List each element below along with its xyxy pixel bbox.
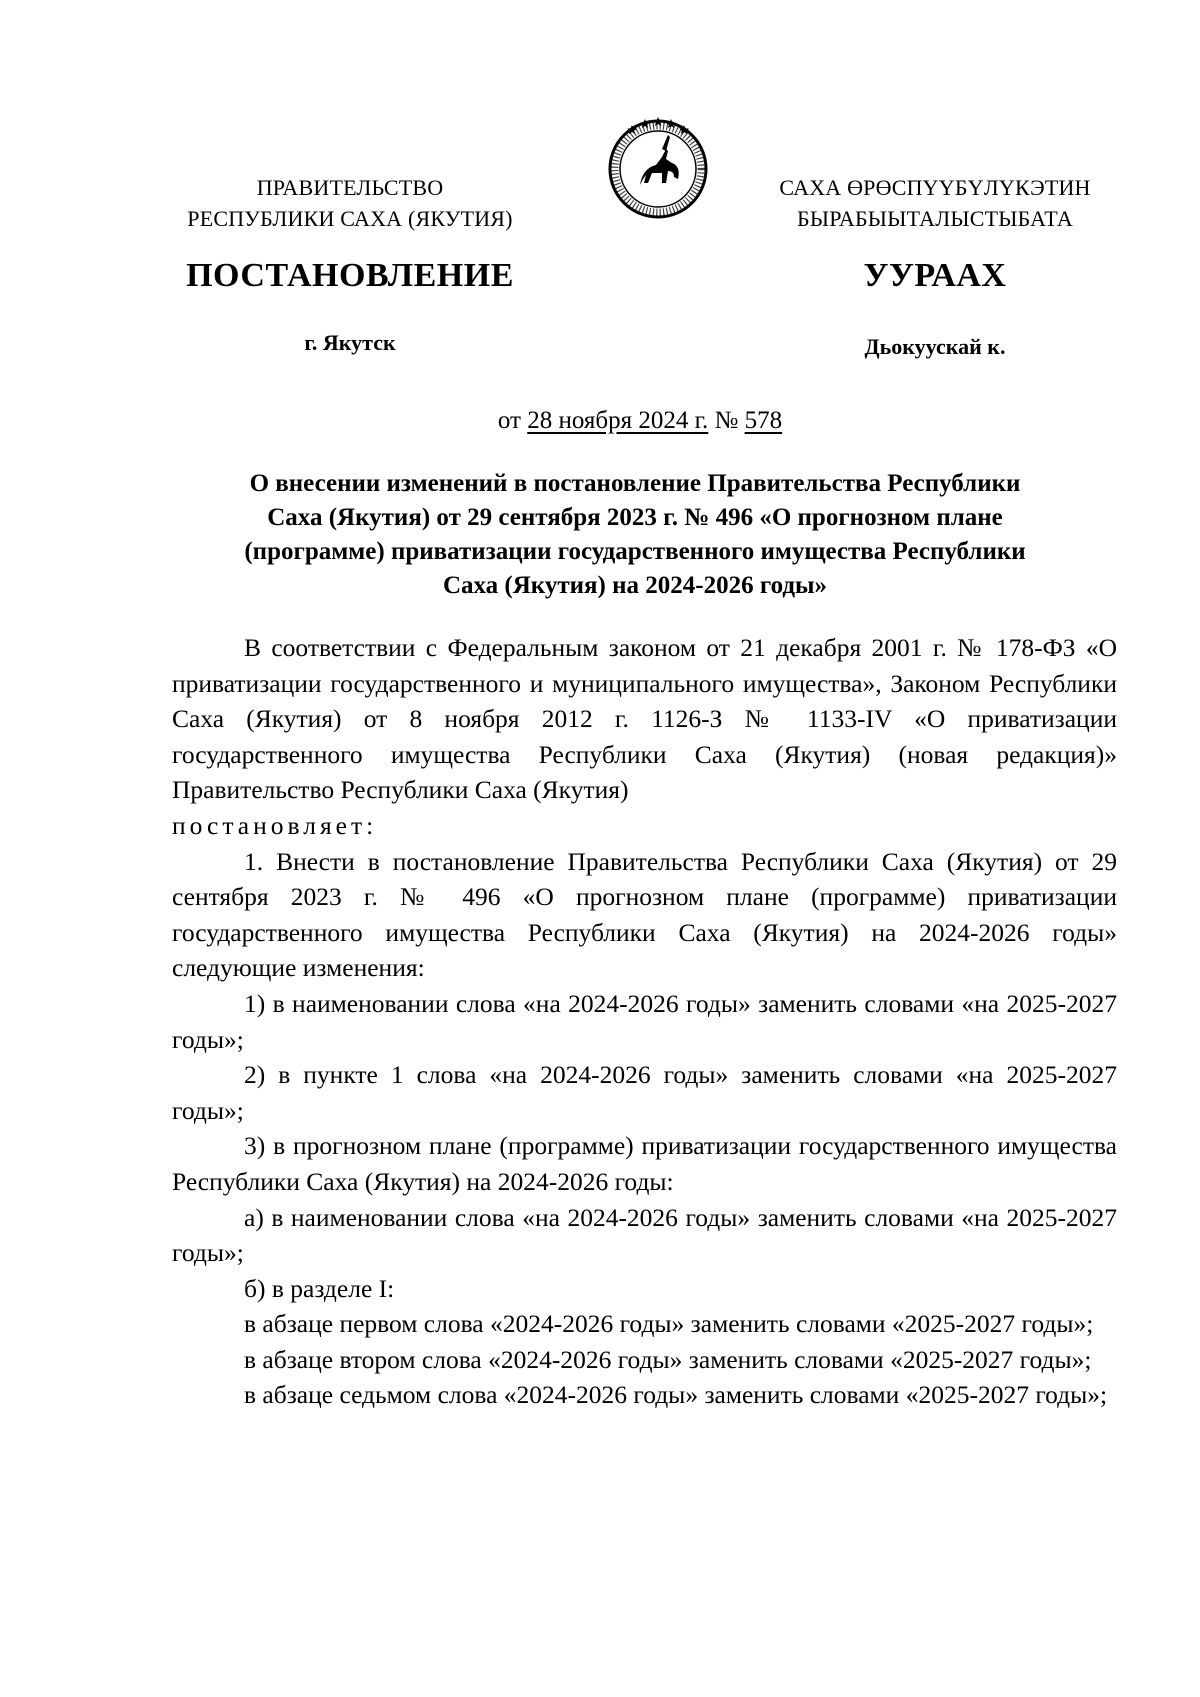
body-paragraph: 3) в прогнозном плане (программе) приватизации государственного имущества Республики Саха (Якутия) на 2024-2026 годы: (172, 1131, 1117, 1196)
body-paragraph: 2) в пункте 1 слова «на 2024-2026 годы» заменить словами «на 2025-2027 годы»; (172, 1060, 1117, 1125)
date-prefix: от (497, 407, 528, 434)
document-type-title-sah: УУРААХ (863, 257, 1007, 294)
body-paragraph: в абзаце первом слова «2024-2026 годы» заменить словами «2025-2027 годы»; (244, 1309, 1094, 1339)
heading-line: (программе) приватизации государственного имущества Республики (244, 538, 1026, 565)
document-heading (195, 467, 1075, 603)
body-paragraph: 1. Внести в постановление Правительства Республики Саха (Якутия) от 29 сентября 2023 г. № 496 «О прогнозном плане (программе) приватизации государственного имущества Республики Саха (Якутия) на 2024-2026 годы» следующие изменения: (172, 846, 1117, 983)
document-type-title-ru: ПОСТАНОВЛЕНИЕ (186, 257, 514, 294)
intro-paragraph (172, 630, 1117, 808)
decree-word: постановляет: (172, 810, 378, 840)
coat-of-arms-emblem-icon (602, 109, 714, 221)
document-number: 578 (744, 407, 783, 434)
body-paragraph: б) в разделе I: (244, 1273, 395, 1303)
heading-line: Саха (Якутия) от 29 сентября 2023 г. № 496 «О прогнозном плане (267, 504, 1003, 531)
body-paragraph: а) в наименовании слова «на 2024-2026 годы» заменить словами «на 2025-2027 годы»; (172, 1202, 1117, 1268)
document-date: 28 ноября 2024 г. (527, 407, 709, 434)
header-left-line1: ПРАВИТЕЛЬСТВО (256, 175, 444, 200)
header-right-line1: САХА ӨРӨСПҮҮБҮЛҮКЭТИН (779, 175, 1091, 200)
header-right-line2: БЫРАБЫЫТАЛЫСТЫБАТА (797, 206, 1073, 231)
header-left-line2: РЕСПУБЛИКИ САХА (ЯКУТИЯ) (187, 206, 513, 231)
header-left-org (150, 172, 550, 234)
city-ru: г. Якутск (304, 330, 396, 355)
body-paragraph: в абзаце втором слова «2024-2026 годы» заменить словами «2025-2027 годы»; (244, 1344, 1092, 1374)
intro-text: В соответствии с Федеральным законом от 21 декабря 2001 г. № 178-ФЗ «О приватизации государственного и муниципального имущества», Законом Республики Саха (Якутия) от 8 ноября 2012 г. 1126-З № 1133-IV «О приватизации государственного имущества Республики Саха (Якутия) (новая редакция)» Правительство Республики Саха (Якутия) (172, 633, 1117, 805)
document-body (172, 630, 1117, 1413)
heading-line: Саха (Якутия) на 2024-2026 годы» (442, 572, 828, 599)
body-paragraph: 1) в наименовании слова «на 2024-2026 годы» заменить словами «на 2025-2027 годы»; (172, 988, 1117, 1054)
decree-word-line (172, 808, 1117, 844)
header-right-org (735, 172, 1135, 234)
document-date-line (0, 405, 1200, 437)
city-sah: Дьокуускай к. (864, 334, 1006, 359)
number-prefix: № (708, 407, 745, 434)
heading-line: О внесении изменений в постановление Правительства Республики (249, 470, 1021, 497)
body-paragraph: в абзаце седьмом слова «2024-2026 годы» заменить словами «2025-2027 годы»; (244, 1380, 1108, 1410)
